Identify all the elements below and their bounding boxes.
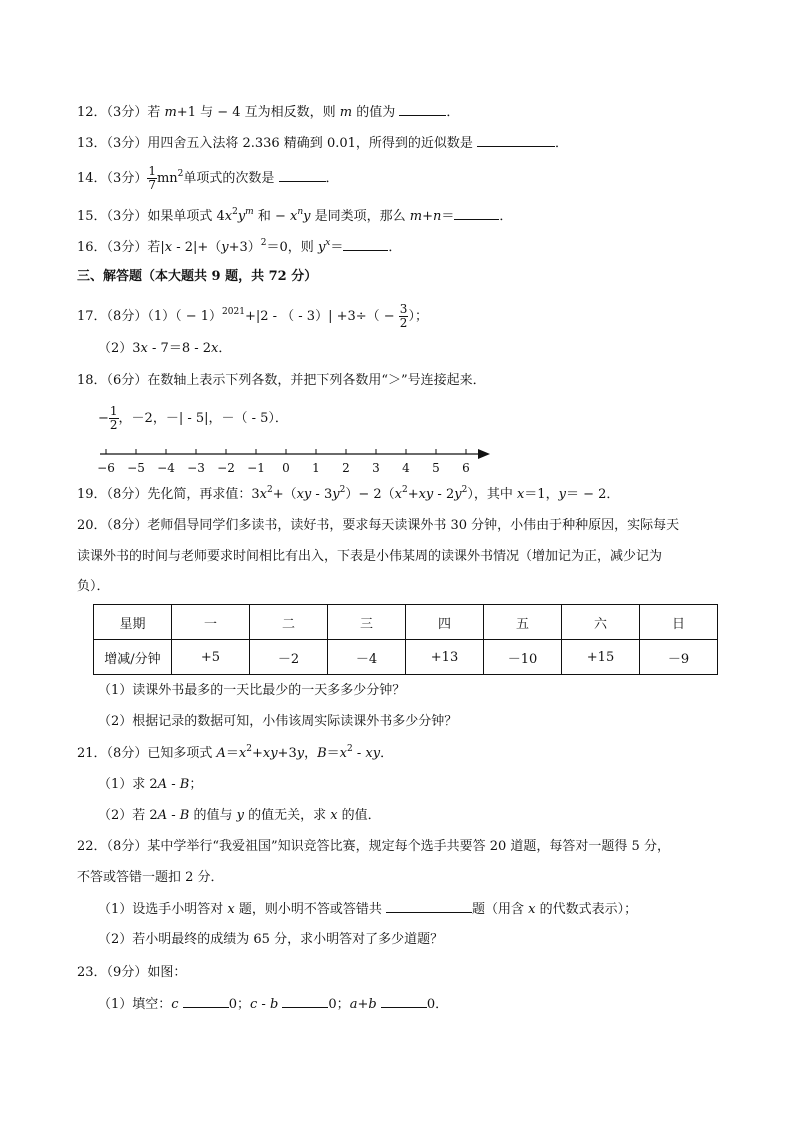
var: A: [216, 746, 226, 761]
table-cell: 一: [172, 605, 250, 640]
score: （9分）: [106, 965, 148, 980]
tick-label: 0: [282, 461, 290, 475]
question-number: 14．: [77, 171, 107, 186]
question-number: 17．: [77, 309, 107, 324]
exponent: n: [297, 207, 304, 217]
score: （8分）: [106, 839, 148, 854]
exponent: x: [325, 238, 331, 248]
text: 的值为: [352, 105, 400, 120]
table-cell: －2: [250, 640, 328, 675]
var: A: [157, 808, 168, 823]
tick-label: −3: [187, 461, 205, 475]
table-cell: 二: [250, 605, 328, 640]
text: （1）填空：: [98, 997, 172, 1012]
fraction-denominator: 2: [399, 316, 408, 330]
question-14: [77, 165, 339, 192]
text: - 7＝8 - 2: [147, 341, 212, 356]
question-23: [77, 964, 186, 982]
question-number: 12．: [77, 105, 107, 120]
question-17-part-2: [98, 340, 231, 358]
question-19: [77, 486, 619, 504]
text: 已知多项式: [147, 746, 217, 761]
question-21-sub-1: [98, 776, 202, 794]
text: -: [257, 997, 270, 1012]
var: x: [516, 487, 525, 502]
fraction: [147, 165, 157, 192]
var: y: [454, 487, 462, 502]
fraction-numerator: 1: [109, 404, 118, 418]
var: m+n: [409, 209, 442, 224]
text: （1）求 2: [98, 777, 158, 792]
text: ．: [218, 341, 232, 356]
tick-label: −1: [247, 461, 265, 475]
tick-label: 5: [432, 461, 440, 475]
table-cell: －9: [640, 640, 718, 675]
var: x: [164, 240, 173, 255]
answer-blank[interactable]: [279, 169, 326, 182]
text: ；: [189, 777, 203, 792]
tick-label: −5: [127, 461, 145, 475]
table-cell: －10: [484, 640, 562, 675]
question-12: [77, 103, 459, 122]
text: ＝: [441, 209, 455, 224]
var: y: [558, 487, 566, 502]
answer-blank[interactable]: [477, 134, 555, 147]
question-21-sub-2: [98, 807, 381, 825]
exponent: 2: [461, 485, 468, 495]
question-number: 18．: [77, 373, 107, 388]
fraction-denominator: 2: [109, 418, 118, 432]
text: 单项式的次数是: [183, 171, 279, 186]
table-cell: +15: [562, 640, 640, 675]
fraction-denominator: 7: [148, 178, 156, 192]
exponent: 2: [177, 169, 184, 179]
table-cell: +5: [172, 640, 250, 675]
var: b: [368, 997, 377, 1012]
fraction: [109, 405, 119, 432]
question-number: 16．: [77, 240, 107, 255]
text: - 2: [433, 487, 455, 502]
question-22: [77, 838, 670, 856]
text: ）− 2（: [345, 487, 395, 502]
answer-blank[interactable]: [386, 900, 472, 913]
score: （3分）: [106, 136, 148, 151]
var: b: [269, 997, 279, 1012]
var: y: [237, 209, 246, 224]
exponent: 2: [266, 485, 273, 495]
question-18: [77, 372, 486, 390]
var: B: [179, 808, 190, 823]
score: （3分）: [106, 209, 148, 224]
text: 在数轴上表示下列各数，并把下列各数用“＞”号连接起来．: [147, 373, 486, 388]
fraction-numerator: 3: [399, 302, 408, 316]
var: y: [221, 240, 229, 255]
text: 0；: [228, 997, 250, 1012]
text: ，－2，－| - 5|，－（ - 5）．: [118, 411, 288, 426]
exponent: 2: [232, 207, 238, 217]
score: （8分）: [106, 746, 148, 761]
table-cell: 星期: [94, 605, 172, 640]
text: 如果单项式 4: [147, 209, 225, 224]
text: ．: [446, 105, 460, 120]
text: 的值无关，求: [243, 808, 331, 823]
tick-label: 2: [342, 461, 350, 475]
text: mn: [156, 171, 178, 186]
var: a: [349, 997, 358, 1012]
text: ．: [555, 136, 569, 151]
text: +1 与 − 4 互为相反数，则: [176, 105, 340, 120]
question-21: [77, 745, 393, 763]
question-20: [77, 517, 679, 535]
var: y: [236, 808, 244, 823]
answer-blank[interactable]: [381, 995, 427, 1008]
table-cell: 三: [328, 605, 406, 640]
question-18-numbers: [98, 405, 288, 432]
text: （2）若 2: [98, 808, 158, 823]
var: m: [164, 105, 177, 120]
var: y: [296, 746, 305, 761]
text: 是同类项，那么: [310, 209, 410, 224]
tick-label: 6: [462, 461, 470, 475]
tick-label: −4: [157, 461, 175, 475]
question-number: 23．: [77, 965, 107, 980]
var: y: [332, 487, 340, 502]
text: 的代数式表示）；: [535, 902, 638, 917]
var: y: [303, 209, 311, 224]
answer-blank[interactable]: [183, 995, 229, 1008]
text: ＝: [330, 240, 344, 255]
tick-label: 4: [402, 461, 410, 475]
text: +: [357, 997, 369, 1012]
text: -: [167, 808, 180, 823]
var: m: [339, 105, 353, 120]
text: ．: [499, 209, 513, 224]
text: ＝0，则: [266, 240, 318, 255]
answer-blank[interactable]: [282, 995, 328, 1008]
text: 的值．: [337, 808, 381, 823]
question-number: 22．: [77, 839, 107, 854]
var: xy: [418, 487, 434, 502]
tick-label: 3: [372, 461, 380, 475]
text: +3: [277, 746, 297, 761]
text: ，: [304, 746, 318, 761]
text: ＝ − 2．: [565, 487, 620, 502]
question-22-sub-2: （2）若小明最终的成绩为 65 分，求小明答对了多少道题？: [98, 932, 444, 947]
table-cell: 六: [562, 605, 640, 640]
exponent: 2: [339, 485, 346, 495]
answer-blank[interactable]: [399, 103, 446, 116]
question-16: [77, 238, 401, 257]
text: ＝: [326, 746, 340, 761]
question-number: 15．: [77, 209, 107, 224]
var: x: [259, 487, 267, 502]
text: +（: [272, 487, 297, 502]
var: xy: [365, 746, 381, 761]
text: 0．: [426, 997, 449, 1012]
text: 题（用含: [472, 902, 529, 917]
tick-label: 1: [312, 461, 320, 475]
table-header-row: [94, 605, 718, 640]
exponent: 2: [401, 485, 408, 495]
exponent: 2: [347, 744, 353, 754]
question-number: 19．: [77, 487, 107, 502]
var: y: [317, 240, 326, 255]
text: 先化简，再求值：3: [147, 487, 260, 502]
score: （8分）: [106, 309, 148, 324]
var: x: [211, 341, 219, 356]
fraction-numerator: 1: [148, 164, 156, 178]
var: x: [339, 746, 348, 761]
question-number: 21．: [77, 746, 107, 761]
var: c: [249, 997, 258, 1012]
exponent: 2021: [222, 307, 245, 317]
text: 若|: [147, 240, 165, 255]
score: （3分）: [106, 105, 148, 120]
var: x: [290, 209, 298, 224]
text: （1）设选手小明答对: [98, 902, 228, 917]
text: +3）: [228, 240, 261, 255]
var: xy: [262, 746, 278, 761]
fraction: [399, 303, 409, 330]
text: ．: [388, 240, 402, 255]
text: - 3: [311, 487, 333, 502]
table-cell: 日: [640, 605, 718, 640]
text: +: [407, 487, 419, 502]
score: （8分）: [106, 518, 148, 533]
exponent: m: [245, 207, 254, 217]
question-13: [77, 134, 568, 153]
question-20-sub-1: （1）读课外书最多的一天比最少的一天多多少分钟？: [98, 683, 406, 698]
var: x: [224, 209, 233, 224]
text: 用四舍五入法将 2.336 精确到 0.01，所得到的近似数是: [147, 136, 478, 151]
table-cell: 五: [484, 605, 562, 640]
question-17: [77, 303, 428, 330]
var: B: [179, 777, 190, 792]
text: 题，则小明不答或答错共: [234, 902, 387, 917]
text: 某中学举行“我爱祖国”知识竞答比赛，规定每个选手共要答 20 道题，每答对一题得 5 分，: [147, 839, 670, 854]
var: x: [238, 746, 247, 761]
var: x: [330, 808, 338, 823]
var: x: [528, 902, 536, 917]
question-22-sub-1: [98, 900, 637, 919]
var: B: [317, 746, 327, 761]
question-20-sub-2: （2）根据记录的数据可知，小伟该周实际读课外书多少分钟？: [98, 714, 458, 729]
text: ），其中: [467, 487, 517, 502]
question-number: 20．: [77, 518, 107, 533]
tick-label: −2: [217, 461, 235, 475]
text: （2）3: [98, 341, 141, 356]
text: 0；: [328, 997, 350, 1012]
text: 如图：: [147, 965, 187, 980]
table-row: [94, 640, 718, 675]
table-cell: +13: [406, 640, 484, 675]
text: ＝1，: [524, 487, 559, 502]
text: 若: [147, 105, 165, 120]
var: x: [394, 487, 402, 502]
text: ＝: [225, 746, 239, 761]
text: +: [251, 746, 263, 761]
table-cell: 增减/分钟: [94, 640, 172, 675]
exponent: 2: [246, 744, 252, 754]
question-20-line-3: 负）．: [77, 579, 110, 594]
tick-label: −6: [97, 461, 115, 475]
table-cell: 四: [406, 605, 484, 640]
question-23-sub-1: [98, 995, 448, 1014]
text: +|2 - （ - 3）| +3÷（ −: [244, 309, 399, 324]
var: A: [157, 777, 168, 792]
number-line-ticks: [97, 449, 470, 475]
text: -: [167, 777, 180, 792]
text: （1）（ − 1）: [147, 309, 223, 324]
answer-blank[interactable]: [454, 207, 499, 220]
text: 老师倡导同学们多读书，读好书，要求每天读课外书 30 分钟，小伟由于种种原因，实际每天: [147, 518, 680, 533]
section-heading: 三、解答题（本大题共 9 题，共 72 分）: [77, 269, 318, 284]
number-line: [90, 444, 500, 476]
score: （8分）: [106, 487, 148, 502]
text: 的值与: [189, 808, 237, 823]
text: ．: [380, 746, 394, 761]
question-20-line-2: 读课外书的时间与老师要求时间相比有出入，下表是小伟某周的读课外书情况（增加记为正，减少记为: [77, 549, 663, 564]
text: -: [352, 746, 366, 761]
question-22-line-2: 不答或答错一题扣 2 分．: [77, 870, 224, 885]
text: - 2|+（: [172, 240, 222, 255]
table-cell: －4: [328, 640, 406, 675]
score: （6分）: [106, 373, 148, 388]
var: xy: [296, 487, 312, 502]
text: 和 −: [253, 209, 291, 224]
text: ．: [325, 171, 339, 186]
var: c: [171, 997, 179, 1012]
var: x: [227, 902, 235, 917]
exponent: 2: [260, 238, 267, 248]
arrow-icon: [478, 449, 490, 459]
text: ）；: [408, 309, 428, 324]
answer-blank[interactable]: [343, 238, 388, 251]
score: （3分）: [106, 171, 148, 186]
score: （3分）: [106, 240, 148, 255]
reading-table: [93, 604, 718, 675]
question-15: [77, 207, 512, 226]
text: −: [98, 411, 109, 426]
question-number: 13．: [77, 136, 107, 151]
var: x: [140, 341, 148, 356]
